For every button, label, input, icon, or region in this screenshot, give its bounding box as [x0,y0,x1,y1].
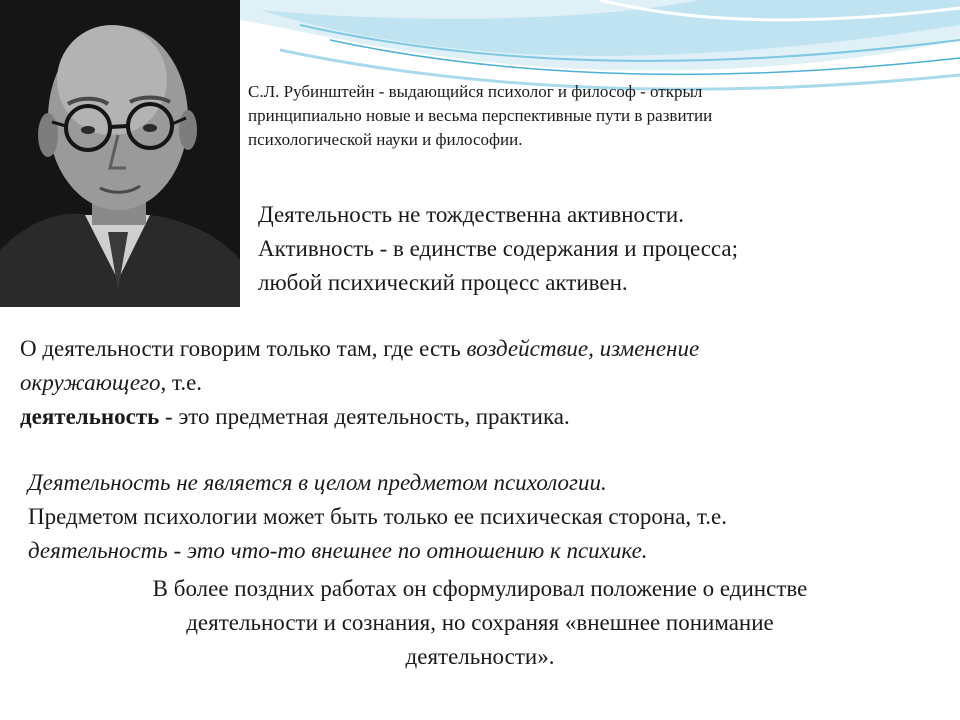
subject-line-3: деятельность - это что-то внешнее по отношению к психике. [28,538,648,563]
caption-text: С.Л. Рубинштейн - выдающийся психолог и философ - открыл принципиально новые и весьма перспективные пути в развитии психологической науки и философии. [248,82,713,149]
later-works-block [0,572,960,674]
lead-line-1: Деятельность не тождественна активности. [258,202,684,227]
portrait-photo [0,0,240,307]
definition-bold-term: деятельность [20,404,160,429]
definition-text-1: О деятельности говорим только там, где есть [20,336,467,361]
definition-italic-1: воздействие, изменение [466,336,700,361]
activity-definition-block [20,332,940,434]
lead-line-3: любой психический процесс активен. [258,270,628,295]
subject-line-1: Деятельность не является в целом предметом психологии. [28,470,607,495]
later-line-1: В более поздних работах он сформулировал положение о единстве [152,576,808,601]
psychology-subject-block [28,466,940,568]
subject-line-2: Предметом психологии может быть только ее психическая сторона, т.е. [28,504,727,529]
later-line-2: деятельности и сознания, но сохраняя «внешнее понимание [186,610,774,635]
definition-italic-2: окружающего [20,370,161,395]
lead-text [258,198,938,300]
definition-text-3: - это предметная деятельность, практика. [159,404,570,429]
later-line-3: деятельности». [405,644,555,669]
definition-text-2: , т.е. [160,370,203,395]
lead-line-2: Активность - в единстве содержания и процесса; [258,236,739,261]
